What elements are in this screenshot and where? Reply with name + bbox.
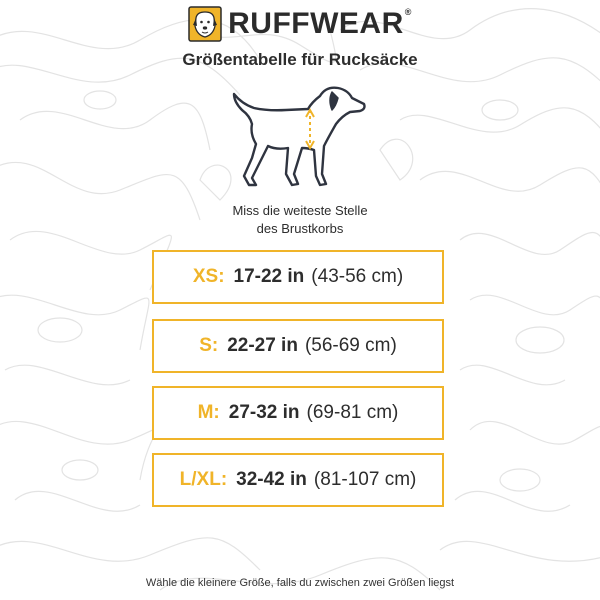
size-row-lxl [152,453,444,507]
size-inches: 17-22 in [233,266,305,287]
size-row-s [152,319,444,373]
dog-silhouette-icon [228,84,374,192]
size-row-xs [152,250,444,304]
page-title: Größentabelle für Rucksäcke [182,50,418,69]
sizing-tip: Wähle die kleinere Größe, falls du zwischen zwei Größen liegst [145,577,455,589]
size-label: M: [197,402,220,423]
dog-face-badge-icon [188,6,222,42]
size-cm: (81-107 cm) [313,469,417,490]
size-row-m [152,386,444,440]
registered-mark: ® [404,7,412,17]
size-label: L/XL: [179,469,228,490]
size-label: XS: [192,266,225,287]
size-cm: (69-81 cm) [306,402,399,423]
measure-instruction-line1: Miss die weiteste Stelle [232,203,368,218]
size-label: S: [199,335,219,356]
size-inches: 32-42 in [236,469,307,490]
size-cm: (43-56 cm) [311,266,404,287]
size-inches: 27-32 in [228,402,300,423]
measure-instruction-line2: des Brustkorbs [256,221,344,236]
size-inches: 22-27 in [227,335,298,356]
size-cm: (56-69 cm) [304,335,397,356]
brand-name: RUFFWEAR® [228,7,412,40]
brand-logo [0,6,600,42]
measure-instruction [0,202,600,238]
